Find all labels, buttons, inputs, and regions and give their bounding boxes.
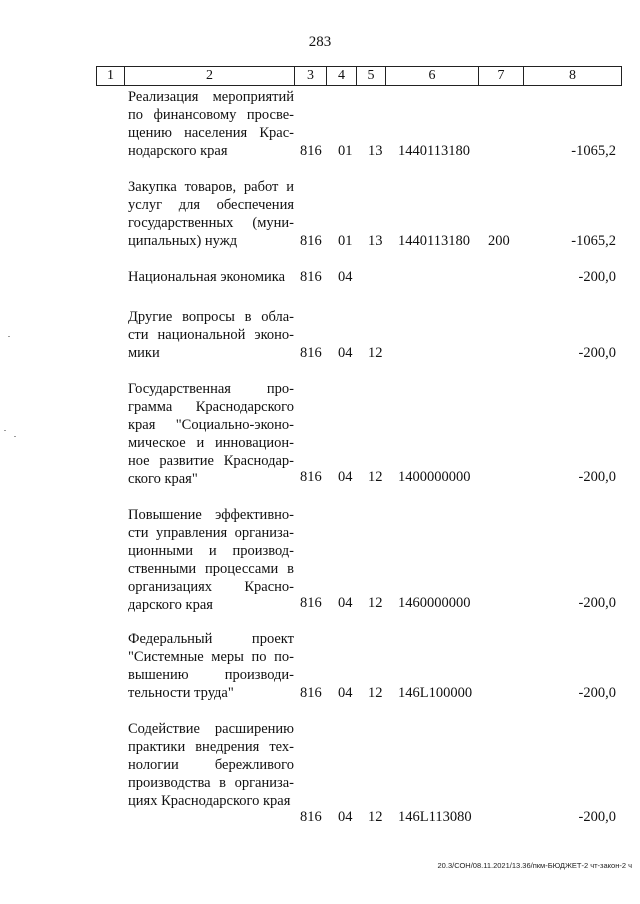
row-ministry-code: 816	[300, 233, 322, 249]
row-target-code: 146L113080	[398, 809, 472, 825]
table-row	[0, 380, 640, 486]
row-ministry-code: 816	[300, 595, 322, 611]
row-ministry-code: 816	[300, 269, 322, 285]
row-amount: -200,0	[578, 269, 616, 285]
row-subsection-code: 12	[368, 595, 383, 611]
table-row	[0, 506, 640, 612]
row-ministry-code: 816	[300, 685, 322, 701]
row-name: Государственная про-грамма Краснодарского края "Социально-эконо-мическое и инновацион-ное развитие Краснодар-ского края"	[128, 381, 294, 487]
row-section-code: 01	[338, 233, 353, 249]
row-ministry-code: 816	[300, 809, 322, 825]
row-ministry-code: 816	[300, 345, 322, 361]
row-subsection-code: 12	[368, 809, 383, 825]
row-name: Национальная экономика	[128, 269, 286, 285]
row-target-code: 1460000000	[398, 595, 471, 611]
row-amount: -200,0	[578, 469, 616, 485]
row-subsection-code: 13	[368, 233, 383, 249]
row-amount: -1065,2	[571, 143, 616, 159]
row-target-code: 1440113180	[398, 233, 470, 249]
row-section-code: 04	[338, 685, 353, 701]
row-subsection-code: 12	[368, 469, 383, 485]
header-col-6: 6	[386, 67, 479, 85]
row-section-code: 01	[338, 143, 353, 159]
table-row	[0, 178, 640, 250]
row-subsection-code: 12	[368, 685, 383, 701]
row-section-code: 04	[338, 345, 353, 361]
header-col-4: 4	[327, 67, 357, 85]
header-col-3: 3	[295, 67, 327, 85]
row-expense-type: 200	[488, 233, 510, 249]
table-header-row	[96, 66, 622, 86]
page-number: 283	[308, 34, 332, 50]
row-name: Реализация мероприятий по финансовому просве-щению населения Крас-нодарского края	[128, 89, 294, 159]
row-amount: -200,0	[578, 809, 616, 825]
header-col-8: 8	[569, 68, 576, 83]
document-footer-code: 20.3/СОН/08.11.2021/13.36/пкм-БЮДЖЕТ-2 чт-закон-2 ч	[437, 861, 632, 870]
header-col-1: 1	[97, 67, 125, 85]
scan-speck	[14, 436, 16, 437]
scan-speck	[4, 430, 6, 431]
table-row	[0, 308, 640, 362]
row-ministry-code: 816	[300, 143, 322, 159]
row-section-code: 04	[338, 269, 353, 285]
header-col-2: 2	[125, 67, 295, 85]
table-row	[0, 720, 640, 826]
row-section-code: 04	[338, 469, 353, 485]
table-row	[0, 630, 640, 702]
scan-speck	[8, 336, 10, 337]
row-amount: -1065,2	[571, 233, 616, 249]
row-name: Содействие расширению практики внедрения тех-нологии бережливого производства в организа-циях Краснодарского края	[128, 721, 294, 809]
row-amount: -200,0	[578, 595, 616, 611]
row-target-code: 146L100000	[398, 685, 473, 701]
row-name: Федеральный проект "Системные меры по по-вышению производи-тельности труда"	[128, 631, 294, 701]
row-amount: -200,0	[578, 685, 616, 701]
row-target-code: 1440113180	[398, 143, 470, 159]
header-col-7: 7	[479, 67, 524, 85]
row-name: Закупка товаров, работ и услуг для обеспечения государственных (муни-ципальных) нужд	[128, 179, 294, 249]
row-target-code: 1400000000	[398, 469, 471, 485]
row-amount: -200,0	[578, 345, 616, 361]
row-name: Повышение эффективно-сти управления организа-ционными и производ-ственными процессами в организациях Красно-дарского края	[128, 507, 294, 613]
header-col-5: 5	[357, 67, 386, 85]
row-section-code: 04	[338, 809, 353, 825]
table-row	[0, 88, 640, 160]
row-subsection-code: 12	[368, 345, 383, 361]
row-name: Другие вопросы в обла-сти национальной эконо-мики	[128, 309, 294, 361]
row-ministry-code: 816	[300, 469, 322, 485]
table-row	[0, 268, 640, 286]
row-section-code: 04	[338, 595, 353, 611]
row-subsection-code: 13	[368, 143, 383, 159]
